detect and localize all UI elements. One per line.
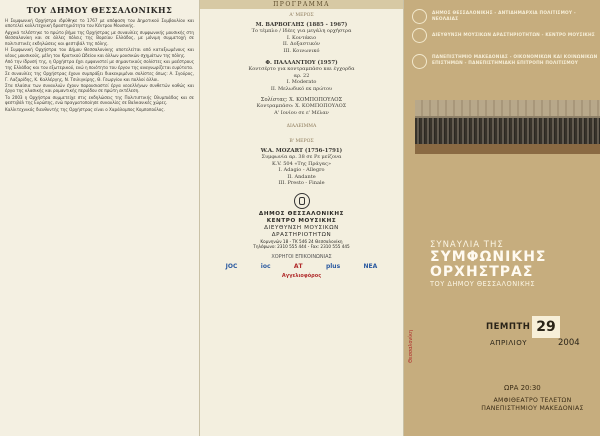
venue <box>470 397 595 413</box>
sponsor-logos <box>214 263 389 270</box>
cover-panel <box>404 0 600 436</box>
biography-paragraph: Η Συμφωνική Ορχήστρα του Δήμου Θεσσαλονίκης αποτελείται από καταξιωμένους και νέους μουσικούς, μέλη του Κρατικού Ωδείου και άλλων μουσικών σχημάτων της πόλης. <box>5 47 194 58</box>
venue-line: ΠΑΝΕΠΙΣΤΗΜΙΟΥ ΜΑΚΕΔΟΝΙΑΣ <box>481 405 584 412</box>
part-two-label: Β' ΜΕΡΟΣ <box>289 138 314 144</box>
municipality-logo-icon <box>294 193 310 209</box>
organizer-row: ΔΙΕΥΘΥΝΣΗ ΜΟΥΣΙΚΩΝ ΔΡΑΣΤΗΡΙΟΤΗΤΩΝ - ΚΕΝΤΡΟ ΜΟΥΣΙΚΗΣ <box>404 27 600 44</box>
movement: Ι. Adagio - Allegro <box>278 167 325 174</box>
organizer-row: ΠΑΝΕΠΙΣΤΗΜΙΟ ΜΑΚΕΔΟΝΙΑΣ - ΟΙΚΟΝΟΜΙΚΩΝ ΚΑΙ ΚΟΙΝΩΝΙΚΩΝ ΕΠΙΣΤΗΜΩΝ - ΠΑΝΕΠΙΣΤΗΜΙΑΚΗ ΕΠΙΤΡΟΠΗ ΠΟΛΙΤΙΣΜΟΥ <box>404 48 600 74</box>
biography-panel <box>0 0 200 436</box>
stage <box>415 144 600 154</box>
address: Κομνηνών 18 - ΤΚ 546 24 Θεσσαλονίκη <box>260 239 343 245</box>
work-opus: αρ. 22 <box>293 72 310 79</box>
sponsor-logo: JOC <box>225 262 238 270</box>
work-title: Κοντσέρτο για κοντραμπάσο και έγχορδα <box>248 66 355 73</box>
phone: Τηλέφωνο: 2310 555 444 - Fax: 2310 555 445 <box>253 244 350 250</box>
biography-paragraph: Στα πλαίσια των συναυλιών έχουν παρουσιαστεί έργα νεοελλήνων συνθετών καθώς και έργα της κλασικής και ρομαντικής περιόδου σε πρώτη εκτέλεση. <box>5 82 194 94</box>
biography-paragraph: Το 2003 η Ορχήστρα συμμετείχε στις εκδηλώσεις της Πολιτιστικής Ολυμπιάδας και σε φεστιβάλ της Ευρώπης, ενώ πραγματοποίησε συναυλίες σε Βαλκανικές χώρες. <box>5 94 194 106</box>
music-center-emblem-icon <box>412 28 427 43</box>
biography-paragraph: Αρχικά τελέστηκε το πρώτο βήμα της Ορχήστρας με συναυλίες συμφωνικής μουσικής στη Θεσσαλονίκη και σε άλλες πόλεις της Βορείου Ελλάδος, με μόνιμη συμμετοχή σε πολιτιστικές εκδηλώσεις και φεστιβάλ της πόλης. <box>5 29 194 46</box>
concert-date <box>486 316 586 352</box>
movement: Ι. Κοντάκιο <box>286 34 317 41</box>
organizer-row: ΔΗΜΟΣ ΘΕΣΣΑΛΟΝΙΚΗΣ - ΑΝΤΙΔΗΜΑΡΧΙΑ ΠΟΛΙΤΙΣΜΟΥ - ΝΕΟΛΑΙΑΣ <box>404 8 600 25</box>
interval-label: ΔΙΑΛΕΙΜΜΑ <box>286 124 317 130</box>
organ-pipes <box>415 118 600 146</box>
movement: Ι. Moderato <box>286 79 317 86</box>
orchestra-photo <box>415 100 600 154</box>
spine-text: Θεσσαλονίκη <box>408 330 414 363</box>
sponsor-newspaper: Αγγελιοφόρος <box>281 272 322 279</box>
title-line: ΟΡΧΗΣΤΡΑΣ <box>430 264 534 280</box>
title-line: ΣΥΝΑΥΛΙΑ ΤΗΣ <box>430 240 504 250</box>
sponsor-logo: plus <box>325 262 341 270</box>
soloist-credit: Σολίστας: Χ. ΚΟΜΠΟΠΟΥΛΟΣ <box>260 96 343 103</box>
movement: ΙΙ. Μελωδικό εκ πρώτου <box>270 85 333 92</box>
conductor-credit: Κοντραμπάσο: Χ. ΚΟΜΠΟΠΟΥΛΟΣ <box>256 103 347 110</box>
work-catalog: Κ.V. 504 «Της Πράγας» <box>271 160 332 167</box>
day-number: 29 <box>532 316 560 338</box>
organizer-line: ΔΡΑΣΤΗΡΙΟΤΗΤΩΝ <box>271 232 332 239</box>
work-title: Το τέμπλο / Ιδέες για μεγάλη ορχήστρα <box>251 28 352 35</box>
university-emblem-icon <box>412 54 427 69</box>
venue-line: ΑΜΦΙΘΕΑΤΡΟ ΤΕΛΕΤΩΝ <box>493 397 572 404</box>
year: 2004 <box>558 338 580 348</box>
organizer-line: ΔΙΕΥΘΥΝΣΗ ΜΟΥΣΙΚΩΝ <box>264 225 339 232</box>
movement: ΙΙ. Δοξαστικόν <box>282 41 321 48</box>
movement: ΙΙΙ. Presto - Finale <box>278 180 325 187</box>
organizer-line: ΚΕΝΤΡΟ ΜΟΥΣΙΚΗΣ <box>266 218 337 225</box>
biography-paragraph: Σε συναυλίες της Ορχήστρας έχουν συμπράξει διακεκριμένοι σολίστες όπως: Α. Σγούρος, Γ. Λαζαρίδης, Κ. Καλλέργης, Ν. Τσιλιγκίρης, Θ. Γεωργίου και πολλοί άλλοι. <box>5 71 194 82</box>
sponsors-label: ΧΟΡΗΓΟΙ ΕΠΙΚΟΙΝΩΝΙΑΣ <box>271 253 332 260</box>
composer-name: Μ. ΒΑΡΒΟΓΛΗΣ (1885 - 1967) <box>255 21 348 28</box>
movement: ΙΙΙ. Κοινωνικό <box>283 47 320 54</box>
sponsor-logo: ioc <box>260 262 271 270</box>
program-panel <box>200 0 404 436</box>
municipality-emblem-icon <box>412 9 427 24</box>
biography-paragraph: Η Συμφωνική Ορχήστρα ιδρύθηκε το 1767 με απόφαση του Δημοτικού Συμβουλίου και αποτελεί καλλιτεχνική δραστηριότητα του Κέντρου Μουσικής. <box>5 18 194 29</box>
composer-name: W.A. MOZART (1756-1791) <box>260 147 343 154</box>
title-line: ΤΟΥ ΔΗΜΟΥ ΘΕΣΣΑΛΟΝΙΚΗΣ <box>430 280 536 288</box>
sponsor-logo: ΑΤ <box>293 262 303 270</box>
organizer-line: ΔΗΜΟΣ ΘΕΣΣΑΛΟΝΙΚΗΣ <box>258 211 345 218</box>
weekday: ΠΕΜΠΤΗ <box>486 322 531 332</box>
part-one-label: Α' ΜΕΡΟΣ <box>289 13 314 18</box>
concert-time: ΩΡΑ 20:30 <box>504 384 541 392</box>
concert-title <box>430 240 595 288</box>
program-heading: ΠΡΟΓΡΑΜΜΑ <box>200 0 403 9</box>
biography-paragraph: Καλλιτεχνικός διευθυντής της Ορχήστρας είναι ο Χαράλαμπος Κομποπούλος. <box>5 106 165 112</box>
biography-paragraph: Από την ίδρυσή της, η Ορχήστρα έχει εμφανιστεί με σημαντικούς σολίστες και μαέστρους της Ελλάδας και του εξωτερικού, ενώ η ποιότητα του έργου της αναγνωρίζεται ευρύτατα. <box>5 59 194 70</box>
composer-name: Φ. ΠΑΛΛΑΝΤΙΟΥ (1957) <box>265 59 338 66</box>
conductor-note: Α' Ιονίου σε ε' Μέλαν <box>274 109 329 116</box>
biography-title: ΤΟΥ ΔΗΜΟΥ ΘΕΣΣΑΛΟΝΙΚΗΣ <box>26 5 173 15</box>
month: ΑΠΡΙΛΙΟΥ <box>490 339 527 347</box>
title-line: ΣΥΜΦΩΝΙΚΗΣ <box>430 249 547 265</box>
work-title: Συμφωνία αρ. 38 σε Ρε μείζονα <box>261 154 342 161</box>
movement: ΙΙ. Andante <box>287 173 316 180</box>
sponsor-logo: NEA <box>363 262 378 270</box>
